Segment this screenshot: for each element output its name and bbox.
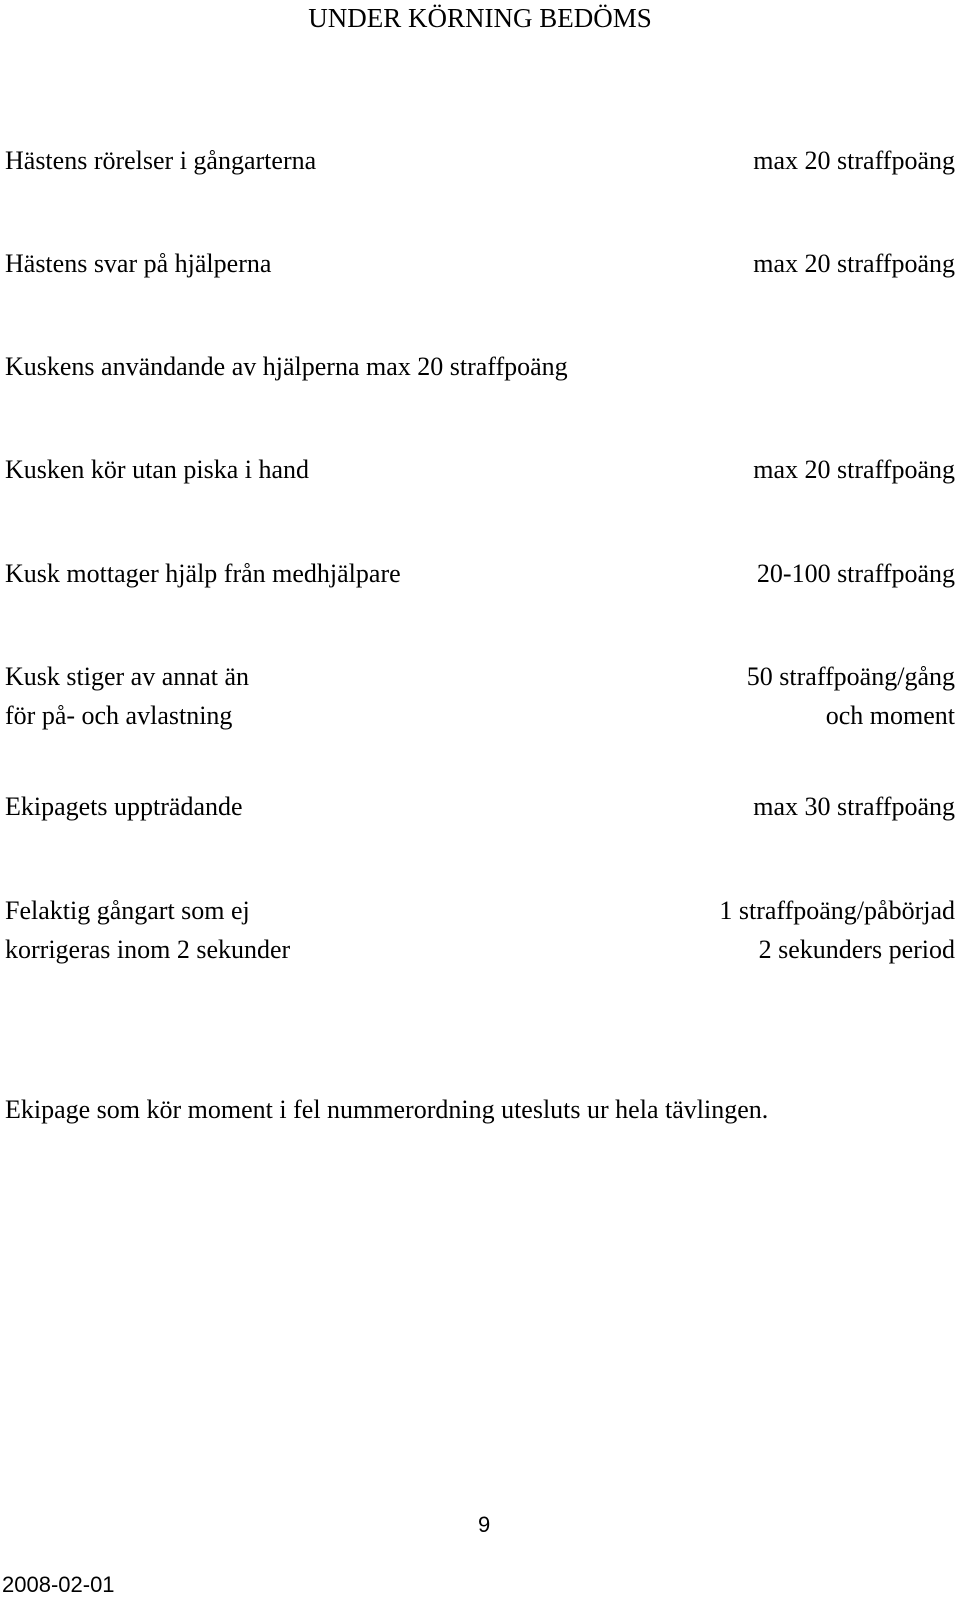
rule-description-inline: Kuskens användande av hjälperna max 20 straffpoäng [5, 352, 568, 381]
rule-penalty: 50 straffpoäng/gång och moment [746, 662, 955, 730]
rule-description: Hästens rörelser i gångarterna [5, 146, 317, 175]
rule-description: Hästens svar på hjälperna [5, 249, 272, 278]
rule-penalty: max 30 straffpoäng [753, 792, 955, 821]
footer-date: 2008-02-01 [2, 1572, 115, 1597]
rule-penalty: max 20 straffpoäng [753, 455, 955, 484]
rule-row-aids-use [5, 347, 955, 386]
page-number: 9 [478, 1512, 491, 1537]
rule-penalty: max 20 straffpoäng [753, 146, 955, 175]
rule-penalty: 20-100 straffpoäng [756, 559, 955, 588]
rule-penalty: 1 straffpoäng/påbörjad 2 sekunders period [719, 896, 955, 964]
rule-description: Kusk stiger av annat än för på- och avlastning [5, 662, 250, 730]
rule-description: Kusk mottager hjälp från medhjälpare [5, 559, 401, 588]
rule-penalty: max 20 straffpoäng [753, 249, 955, 278]
rule-description: Kusken kör utan piska i hand [5, 455, 310, 484]
rule-description: Felaktig gångart som ej korrigeras inom 2 sekunder [5, 896, 291, 964]
rule-description: Ekipagets uppträdande [5, 792, 243, 821]
closing-statement: Ekipage som kör moment i fel nummerordning utesluts ur hela tävlingen. [5, 1095, 769, 1124]
page-title: UNDER KÖRNING BEDÖMS [308, 3, 652, 33]
